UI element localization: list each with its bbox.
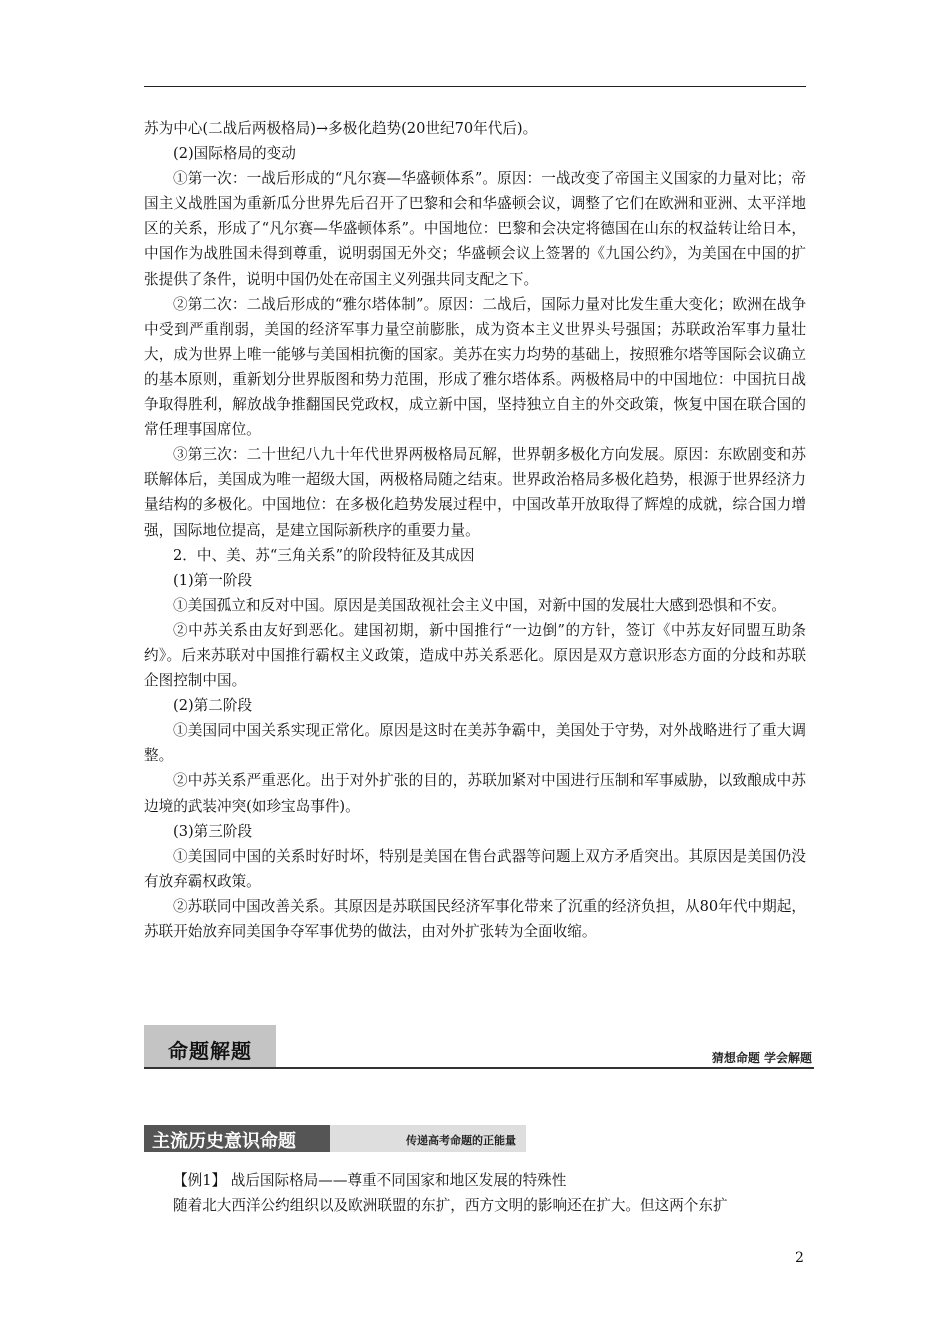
paragraph: ②苏联同中国改善关系。其原因是苏联国民经济军事化带来了沉重的经济负担，从80年代中期起，苏联开始放弃同美国争夺军事优势的做法，由对外扩张转为全面收缩。 [144, 897, 806, 940]
paragraph: (2)国际格局的变动 [173, 145, 296, 163]
paragraph: (1)第一阶段 [173, 571, 253, 589]
paragraph: ①美国同中国关系实现正常化。原因是这时在美苏争霸中，美国处于守势，对外战略进行了重大调整。 [144, 722, 806, 765]
paragraph: ①美国同中国的关系时好时坏，特别是美国在售台武器等问题上双方矛盾突出。其原因是美国仍没有放弃霸权政策。 [144, 847, 806, 890]
example-heading: 【例1】 战后国际格局——尊重不同国家和地区发展的特殊性 [173, 1172, 567, 1189]
paragraph: ①第一次：一战后形成的“凡尔赛—华盛顿体系”。原因：一战改变了帝国主义国家的力量对比；帝国主义战胜国为重新瓜分世界先后召开了巴黎和会和华盛顿会议，调整了它们在欧洲和亚洲、太平洋地区的关系，形成了“凡尔赛—华盛顿体系”。中国地位：巴黎和会决定将德国在山东的权益转让给日本，中国作为战胜国未得到尊重，说明弱国无外交；华盛顿会议上签署的《九国公约》，为美国在中国的扩张提供了条件，说明中国仍处在帝国主义列强共同支配之下。 [144, 170, 806, 288]
section-banner [144, 1025, 814, 1069]
paragraph: ③第三次：二十世纪八九十年代世界两极格局瓦解，世界朝多极化方向发展。原因：东欧剧变和苏联解体后，美国成为唯一超级大国，两极格局随之结束。世界政治格局多极化趋势，根源于世界经济力量结构的多极化。中国地位：在多极化趋势发展过程中，中国改革开放取得了辉煌的成就，综合国力增强，国际地位提高，是建立国际新秩序的重要力量。 [144, 446, 806, 539]
paragraph: ②中苏关系严重恶化。出于对外扩张的目的，苏联加紧对中国进行压制和军事威胁，以致酿成中苏边境的武装冲突(如珍宝岛事件)。 [144, 772, 806, 815]
paragraph: ②中苏关系由友好到恶化。建国初期，新中国推行“一边倒”的方针，签订《中苏友好同盟互助条约》。后来苏联对中国推行霸权主义政策，造成中苏关系恶化。原因是双方意识形态方面的分歧和苏联企图控制中国。 [144, 621, 806, 690]
section-banner-title: 命题解题 [168, 1039, 252, 1063]
page-number: 2 [795, 1250, 804, 1266]
sub-banner-subtitle: 传递高考命题的正能量 [406, 1134, 516, 1147]
body-text [144, 116, 806, 944]
sub-banner-title: 主流历史意识命题 [152, 1131, 296, 1152]
paragraph: ①美国孤立和反对中国。原因是美国敌视社会主义中国，对新中国的发展壮大感到恐惧和不安。 [173, 596, 786, 614]
paragraph: 2．中、美、苏“三角关系”的阶段特征及其成因 [173, 546, 475, 564]
section-banner-rule [144, 1067, 814, 1069]
paragraph: (2)第二阶段 [173, 697, 253, 715]
header-rule [144, 86, 806, 87]
example-text: 随着北大西洋公约组织以及欧洲联盟的东扩，西方文明的影响还在扩大。但这两个东扩 [173, 1197, 728, 1215]
example-block [144, 1168, 806, 1218]
paragraph: ②第二次：二战后形成的“雅尔塔体制”。原因：二战后，国际力量对比发生重大变化；欧洲在战争中受到严重削弱，美国的经济军事力量空前膨胀，成为资本主义世界头号强国；苏联政治军事力量壮大，成为世界上唯一能够与美国相抗衡的国家。美苏在实力均势的基础上，按照雅尔塔等国际会议确立的基本原则，重新划分世界版图和势力范围，形成了雅尔塔体系。两极格局中的中国地位：中国抗日战争取得胜利，解放战争推翻国民党政权，成立新中国，坚持独立自主的外交政策，恢复中国在联合国的常任理事国席位。 [144, 295, 806, 439]
section-banner-subtitle: 猜想命题 学会解题 [711, 1051, 812, 1065]
paragraph: (3)第三阶段 [173, 822, 253, 840]
paragraph: 苏为中心(二战后两极格局)→多极化趋势(20世纪70年代后)。 [144, 120, 538, 137]
sub-banner [144, 1125, 526, 1152]
